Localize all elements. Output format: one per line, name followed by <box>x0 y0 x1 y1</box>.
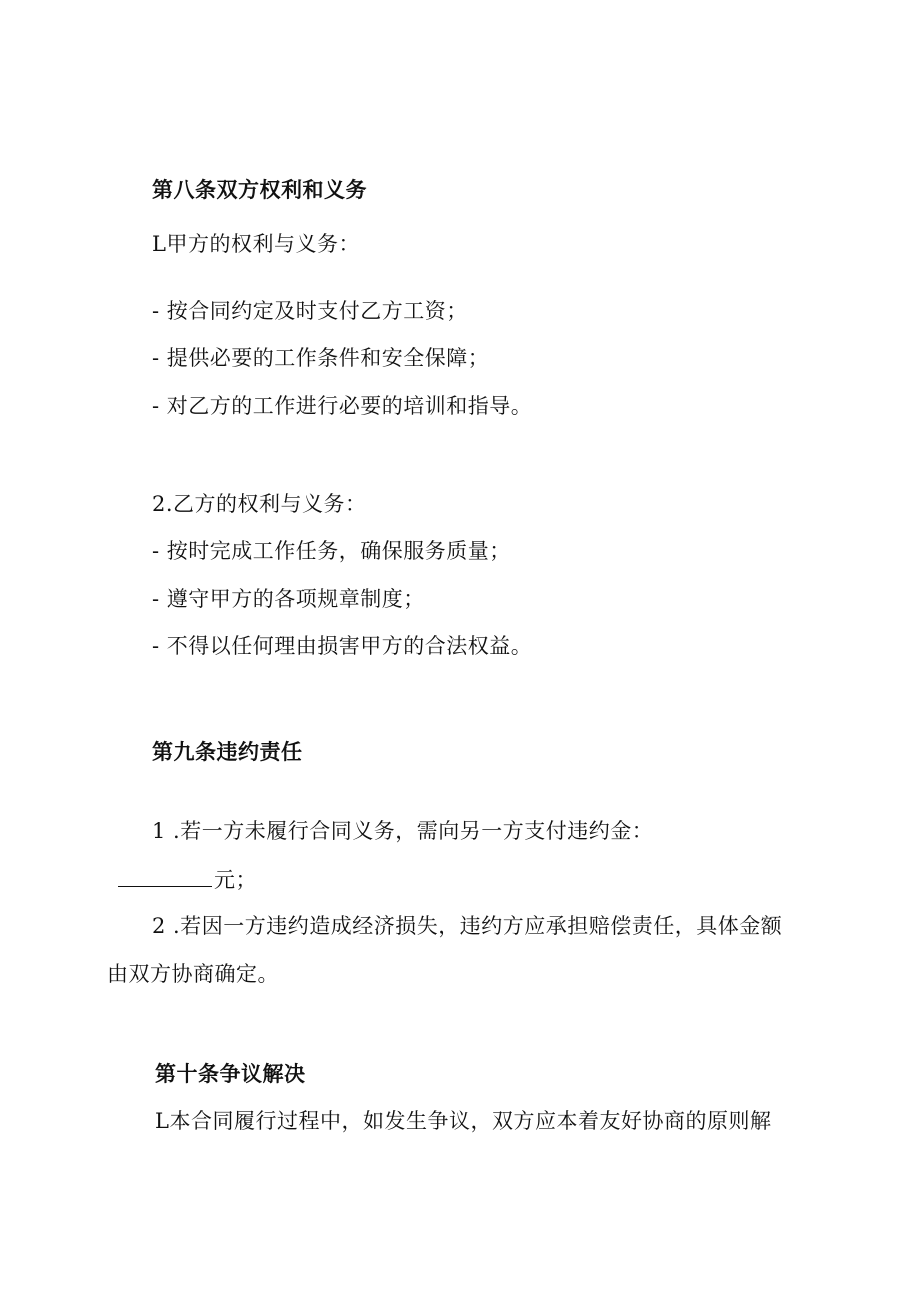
party-a-title: L甲方的权利与义务： <box>152 232 360 256</box>
article-8-heading: 第八条双方权利和义务 <box>152 178 367 202</box>
penalty-amount-unit: 元； <box>214 868 257 892</box>
penalty-clause-2-line-1: 2 .若因一方违约造成经济损失，违约方应承担赔偿责任，具体金额 <box>152 914 783 938</box>
article-10-heading: 第十条争议解决 <box>155 1062 306 1086</box>
party-b-item: - 按时完成工作任务，确保服务质量； <box>152 539 511 563</box>
party-a-item: - 按合同约定及时支付乙方工资； <box>152 299 468 323</box>
penalty-clause-2-line-2: 由双方协商确定。 <box>107 962 279 986</box>
party-b-item: - 遵守甲方的各项规章制度； <box>152 587 425 611</box>
party-a-item: - 对乙方的工作进行必要的培训和指导。 <box>152 394 533 418</box>
party-a-item: - 提供必要的工作条件和安全保障； <box>152 346 490 370</box>
article-9-heading: 第九条违约责任 <box>152 740 303 764</box>
penalty-amount-line <box>118 864 257 894</box>
party-b-item: - 不得以任何理由损害甲方的合法权益。 <box>152 634 533 658</box>
party-b-title: 2.乙方的权利与义务： <box>152 492 367 516</box>
penalty-clause-1: 1 .若一方未履行合同义务，需向另一方支付违约金： <box>152 819 654 843</box>
dispute-clause-1: L本合同履行过程中，如发生争议，双方应本着友好协商的原则解 <box>155 1109 772 1133</box>
penalty-amount-blank <box>118 864 212 887</box>
